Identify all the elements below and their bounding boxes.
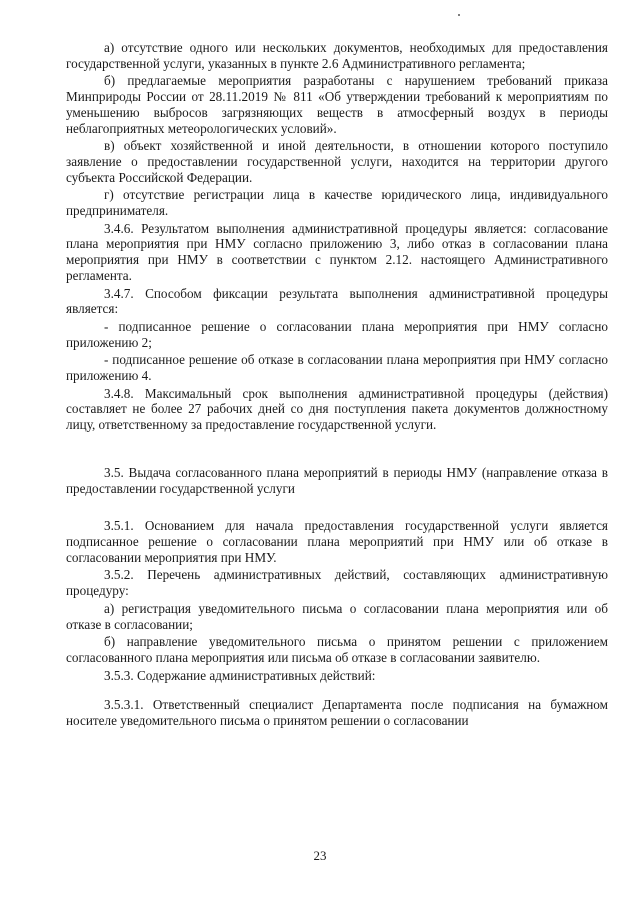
paragraph-3-5-2: 3.5.2. Перечень административных действий, составляющих административную процедуру:: [66, 567, 608, 599]
list-item-signed-refusal: - подписанное решение об отказе в согласовании плана мероприятия при НМУ согласно приложению 4.: [66, 352, 608, 384]
paragraph-3-4-7: 3.4.7. Способом фиксации результата выполнения административной процедуры является:: [66, 285, 608, 317]
list-item-signed-approval: - подписанное решение о согласовании плана мероприятия при НМУ согласно приложению 2;: [66, 318, 608, 350]
paragraph-violation-requirements: б) предлагаемые мероприятия разработаны с нарушением требований приказа Минприроды России от 28.11.2019 № 811 «Об утверждении требований к мероприятиям по уменьшению выбросов загрязняющих веществ в атмосферный воздух в периоды неблагоприятных метеорологических условий».: [66, 73, 608, 136]
paragraph-3-5-1: 3.5.1. Основанием для начала предоставления государственной услуги является подписанное решение о согласовании плана мероприятий при НМУ или об отказе в согласовании мероприятия при НМУ.: [66, 518, 608, 565]
paragraph-no-registration: г) отсутствие регистрации лица в качестве юридического лица, индивидуального предпринимателя.: [66, 187, 608, 219]
scan-speck: [458, 14, 460, 16]
list-item-sending-letter: б) направление уведомительного письма о принятом решении с приложением согласованного плана мероприятия или письма об отказе в согласовании заявителю.: [66, 634, 608, 665]
paragraph-absence-documents: а) отсутствие одного или нескольких документов, необходимых для предоставления государственной услуги, указанных в пункте 2.6 Административного регламента;: [66, 40, 608, 71]
paragraph-3-4-6: 3.4.6. Результатом выполнения административной процедуры является: согласование плана мероприятия при НМУ согласно приложению 3, либо отказ в согласовании плана мероприятия при НМУ в соответствии с пунктом 2.12. настоящего Административного регламента.: [66, 220, 608, 283]
document-body: [66, 40, 608, 731]
paragraph-other-region: в) объект хозяйственной и иной деятельности, в отношении которого поступило заявление о предоставлении государственной услуги, находится на территории другого субъекта Российской Федерации.: [66, 138, 608, 185]
page-number: 23: [313, 848, 327, 863]
paragraph-3-5-3-1: 3.5.3.1. Ответственный специалист Департамента после подписания на бумажном носителе уведомительного письма о принятом решении о согласовании: [66, 697, 608, 729]
paragraph-3-5-3: 3.5.3. Содержание административных действий:: [104, 667, 376, 683]
paragraph-3-4-8: 3.4.8. Максимальный срок выполнения административной процедуры (действия) составляет не более 27 рабочих дней со дня поступления пакета документов должностному лицу, ответственному за предоставление государственной услуги.: [66, 385, 608, 433]
list-item-registration: а) регистрация уведомительного письма о согласовании плана мероприятия или об отказе в согласовании;: [66, 600, 608, 632]
section-heading-3-5: 3.5. Выдача согласованного плана мероприятий в периоды НМУ (направление отказа в предоставлении государственной услуги: [66, 464, 608, 496]
